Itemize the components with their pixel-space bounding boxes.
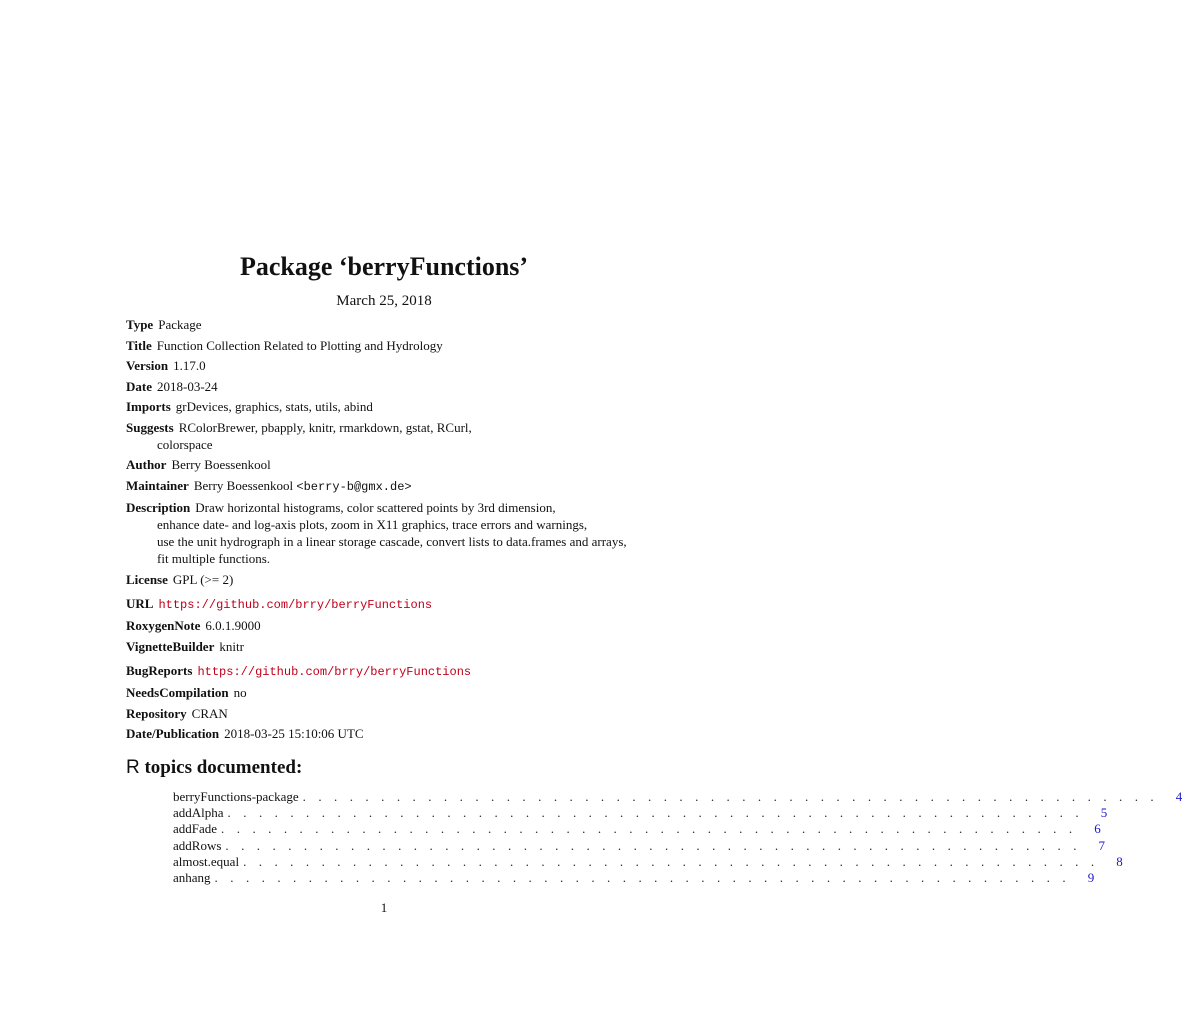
field-label: VignetteBuilder: [126, 638, 215, 654]
toc-page-link[interactable]: 9: [1087, 870, 1095, 886]
field-value: Package: [158, 317, 202, 332]
section-heading-text: topics documented:: [139, 757, 303, 778]
toc-page-link[interactable]: 8: [1116, 853, 1123, 869]
field-title: [126, 337, 646, 354]
toc-row[interactable]: [173, 821, 1101, 837]
maintainer-email: <berry-b@gmx.de>: [296, 479, 412, 494]
field-label: Type: [126, 317, 154, 332]
field-label: Suggests: [126, 419, 174, 435]
field-roxygennote: [126, 617, 646, 634]
field-label: Version: [126, 358, 169, 373]
field-label: Author: [126, 457, 167, 472]
maintainer-name: Berry Boessenkool: [193, 477, 294, 493]
toc-row[interactable]: [173, 853, 1123, 870]
field-repository: [126, 705, 646, 722]
toc-row[interactable]: [173, 837, 1106, 854]
field-value: grDevices, graphics, stats, utils, abind: [175, 399, 373, 414]
bugreports-link[interactable]: https://github.com/brry/berryFunctions: [197, 664, 472, 679]
field-maintainer: [126, 477, 646, 496]
field-label: Title: [126, 337, 152, 353]
url-link[interactable]: https://github.com/brry/berryFunctions: [158, 597, 433, 612]
field-label: BugReports: [126, 662, 193, 678]
toc-leader-dots: . . . . . . . . . . . . . . . . . . . . . . . . . . . . . . . . . . . . . . . . . . . . . . . . . . . . . . .: [221, 821, 1077, 837]
field-url: [126, 595, 646, 614]
toc-entry-name: anhang: [173, 870, 211, 886]
field-suggests: [126, 419, 646, 453]
field-license: [126, 571, 646, 588]
field-label: Imports: [126, 399, 171, 414]
toc-leader-dots: . . . . . . . . . . . . . . . . . . . . . . . . . . . . . . . . . . . . . . . . . . . . . . . . . . . . . . .: [227, 805, 1084, 821]
toc-page-link[interactable]: 5: [1100, 805, 1108, 821]
field-label: Repository: [126, 705, 187, 721]
field-version: [126, 357, 646, 374]
field-value-continued: use the unit hydrograph in a linear storage cascade, convert lists to data.frames and arrays,: [157, 534, 627, 549]
table-of-contents: [173, 789, 1182, 886]
field-value: Draw horizontal histograms, color scattered points by 3rd dimension,: [195, 500, 556, 515]
toc-leader-dots: . . . . . . . . . . . . . . . . . . . . . . . . . . . . . . . . . . . . . . . . . . . . . . . . . . . . . . .: [225, 837, 1082, 853]
field-value: 2018-03-25 15:10:06 UTC: [224, 726, 364, 741]
field-value: RColorBrewer, pbapply, knitr, rmarkdown, gstat, RCurl,: [178, 419, 472, 435]
field-value: knitr: [219, 638, 244, 654]
field-label: Maintainer: [126, 477, 189, 493]
toc-row[interactable]: [173, 789, 1182, 805]
field-value: CRAN: [191, 705, 228, 721]
field-value: GPL (>= 2): [172, 571, 234, 587]
toc-leader-dots: . . . . . . . . . . . . . . . . . . . . . . . . . . . . . . . . . . . . . . . . . . . . . . . . . . . . . . .: [302, 789, 1159, 804]
package-date: March 25, 2018: [336, 293, 432, 309]
toc-entry-name: addAlpha: [173, 805, 224, 821]
field-label: Date/Publication: [126, 726, 220, 741]
toc-entry-name: addFade: [173, 821, 218, 837]
toc-page-link[interactable]: 6: [1094, 821, 1101, 837]
field-value-continued: enhance date- and log-axis plots, zoom in X11 graphics, trace errors and warnings,: [157, 517, 588, 532]
field-bugreports: [126, 662, 646, 681]
toc-leader-dots: . . . . . . . . . . . . . . . . . . . . . . . . . . . . . . . . . . . . . . . . . . . . . . . . . . . . . . .: [243, 853, 1099, 869]
field-vignettebuilder: [126, 638, 646, 655]
field-value: no: [233, 685, 247, 700]
field-label: License: [126, 571, 168, 587]
field-description: [126, 499, 646, 567]
field-type: [126, 316, 646, 333]
field-value-continued: colorspace: [157, 436, 213, 452]
field-value: 6.0.1.9000: [205, 618, 261, 633]
field-value: Berry Boessenkool: [171, 457, 271, 472]
field-author: [126, 456, 646, 473]
toc-entry-name: almost.equal: [173, 853, 240, 869]
section-heading: [126, 755, 302, 781]
field-value: 2018-03-24: [157, 378, 218, 394]
toc-entry-name: addRows: [173, 837, 222, 853]
field-date: [126, 378, 646, 395]
field-value-continued: fit multiple functions.: [157, 551, 271, 566]
toc-row[interactable]: [173, 805, 1108, 821]
toc-row[interactable]: [173, 870, 1095, 886]
field-value: Function Collection Related to Plotting and Hydrology: [156, 337, 443, 353]
field-label: NeedsCompilation: [126, 685, 229, 700]
toc-page-link[interactable]: 7: [1098, 837, 1106, 853]
toc-leader-dots: . . . . . . . . . . . . . . . . . . . . . . . . . . . . . . . . . . . . . . . . . . . . . . . . . . . . . . .: [214, 870, 1071, 886]
toc-entry-name: berryFunctions-package: [173, 789, 299, 804]
field-label: Date: [126, 378, 152, 394]
package-title: Package ‘berryFunctions’: [239, 252, 529, 281]
field-date-publication: [126, 725, 646, 742]
field-imports: [126, 398, 646, 415]
page-number: 1: [380, 900, 388, 915]
description-fields: [126, 316, 646, 746]
field-value: 1.17.0: [173, 358, 206, 373]
field-label: Description: [126, 500, 191, 515]
toc-page-link[interactable]: 4: [1175, 789, 1182, 804]
field-label: URL: [126, 595, 154, 611]
r-logo-letter: R: [126, 757, 140, 778]
field-label: RoxygenNote: [126, 618, 201, 633]
field-needscompilation: [126, 684, 646, 701]
